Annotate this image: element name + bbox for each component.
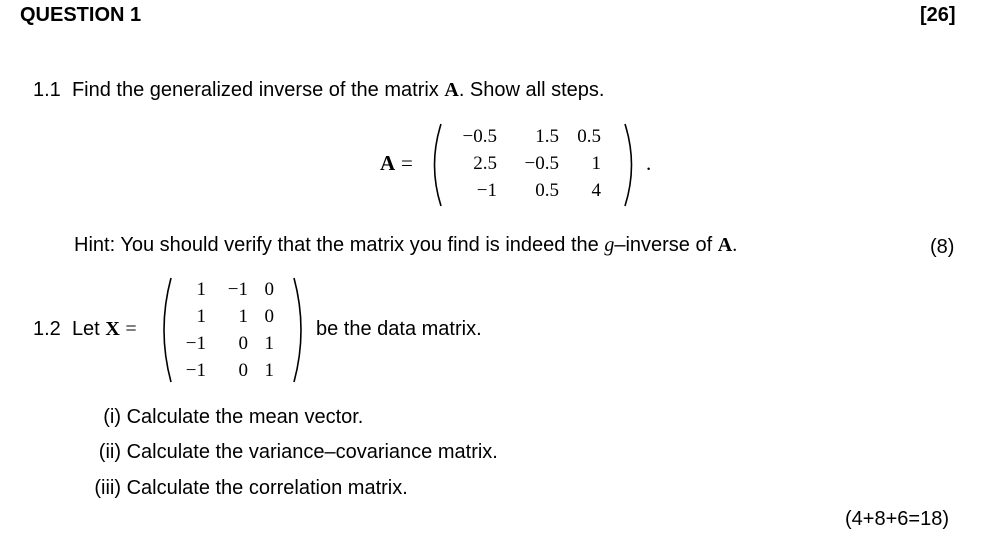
matrix-x-row: 1 −1 0 [196,279,274,300]
q1-2-part: (i) Calculate the mean vector. [103,406,364,428]
matrix-x-row: 1 1 0 [196,306,274,327]
q1-1-number: 1.1 [33,79,61,101]
q1-2-number: 1.2 [33,318,61,340]
matrix-x-left-paren [155,276,175,384]
q1-2-equals: = [125,318,137,340]
q1-2-statement [33,318,137,341]
q1-1-statement [33,79,604,102]
question-title: QUESTION 1 [20,4,142,26]
matrix-a-period: . [646,151,652,175]
matrix-a-right-paren [621,122,641,208]
matrix-a-row: −1 0.5 4 [476,180,601,201]
q1-2-after-text: be the data matrix. [316,318,482,340]
q1-1-text: Find the generalized inverse of the matrix [71,79,439,101]
matrix-x [178,276,274,384]
matrix-a-label: A = [380,151,413,175]
q1-2-part: (iii) Calculate the correlation matrix. [94,477,408,499]
q1-1-symbol: A [444,79,459,101]
matrix-a [453,123,601,204]
matrix-a-row: 2.5 −0.5 1 [473,153,601,174]
q1-1-hint: Hint: You should verify that the matrix you find is indeed the g–inverse of A. [74,234,738,256]
q1-1-marks: (8) [930,236,955,258]
matrix-x-row: −1 0 1 [185,360,274,381]
matrix-x-row: −1 0 1 [185,333,274,354]
q1-2-marks: (4+8+6=18) [845,508,949,530]
matrix-x-right-paren [290,276,310,384]
matrix-a-row: −0.5 1.5 0.5 [462,126,601,147]
q1-2-let: Let [71,318,100,340]
q1-2-part: (ii) Calculate the variance–covariance matrix. [98,441,498,463]
matrix-a-left-paren [425,122,445,208]
question-total-marks: [26] [920,4,956,26]
q1-2-symbol: X [105,318,120,340]
q1-1-text-after: . Show all steps. [458,79,605,101]
